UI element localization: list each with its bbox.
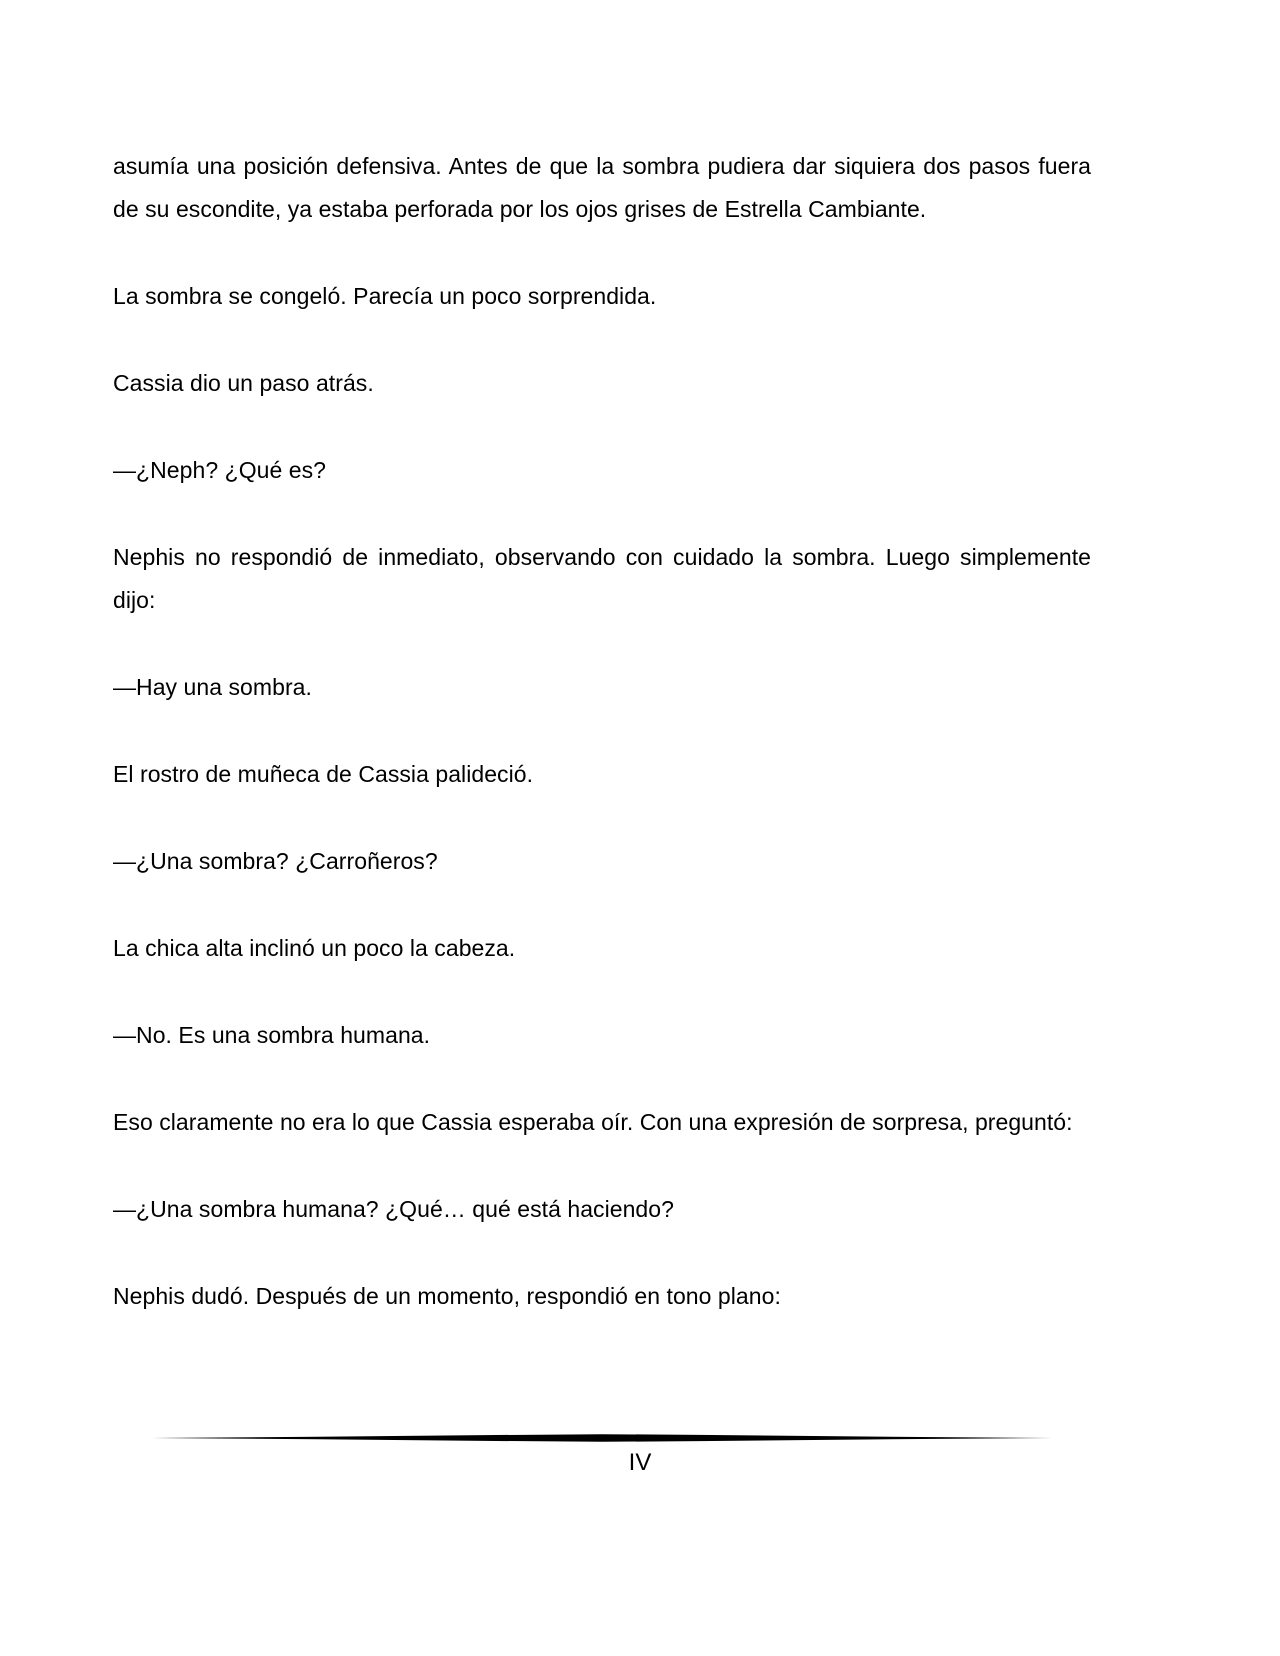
paragraph: La chica alta inclinó un poco la cabeza. xyxy=(113,935,516,961)
page-number: IV xyxy=(628,1449,652,1476)
dialogue-line: —¿Neph? ¿Qué es? xyxy=(113,457,327,483)
paragraph: La sombra se congeló. Parecía un poco sorprendida. xyxy=(113,283,657,309)
dialogue-line: —Hay una sombra. xyxy=(113,674,312,700)
paragraph: Cassia dio un paso atrás. xyxy=(113,370,374,396)
dialogue-line: —No. Es una sombra humana. xyxy=(113,1022,431,1048)
paragraph: El rostro de muñeca de Cassia palideció. xyxy=(113,761,534,787)
page-divider-ornament xyxy=(152,1432,1052,1444)
paragraph: Eso claramente no era lo que Cassia esperaba oír. Con una expresión de sorpresa, preguntó: xyxy=(113,1109,1073,1135)
body-text xyxy=(113,145,1091,1362)
paragraph: asumía una posición defensiva. Antes de que la sombra pudiera dar siquiera dos pasos fuera de su escondite, ya estaba perforada por los ojos grises de Estrella Cambiante. xyxy=(113,153,1091,222)
dialogue-line: —¿Una sombra humana? ¿Qué… qué está haciendo? xyxy=(113,1196,674,1222)
paragraph: Nephis no respondió de inmediato, observando con cuidado la sombra. Luego simplemente dijo: xyxy=(113,544,1091,613)
paragraph: Nephis dudó. Después de un momento, respondió en tono plano: xyxy=(113,1283,781,1309)
dialogue-line: —¿Una sombra? ¿Carroñeros? xyxy=(113,848,438,874)
